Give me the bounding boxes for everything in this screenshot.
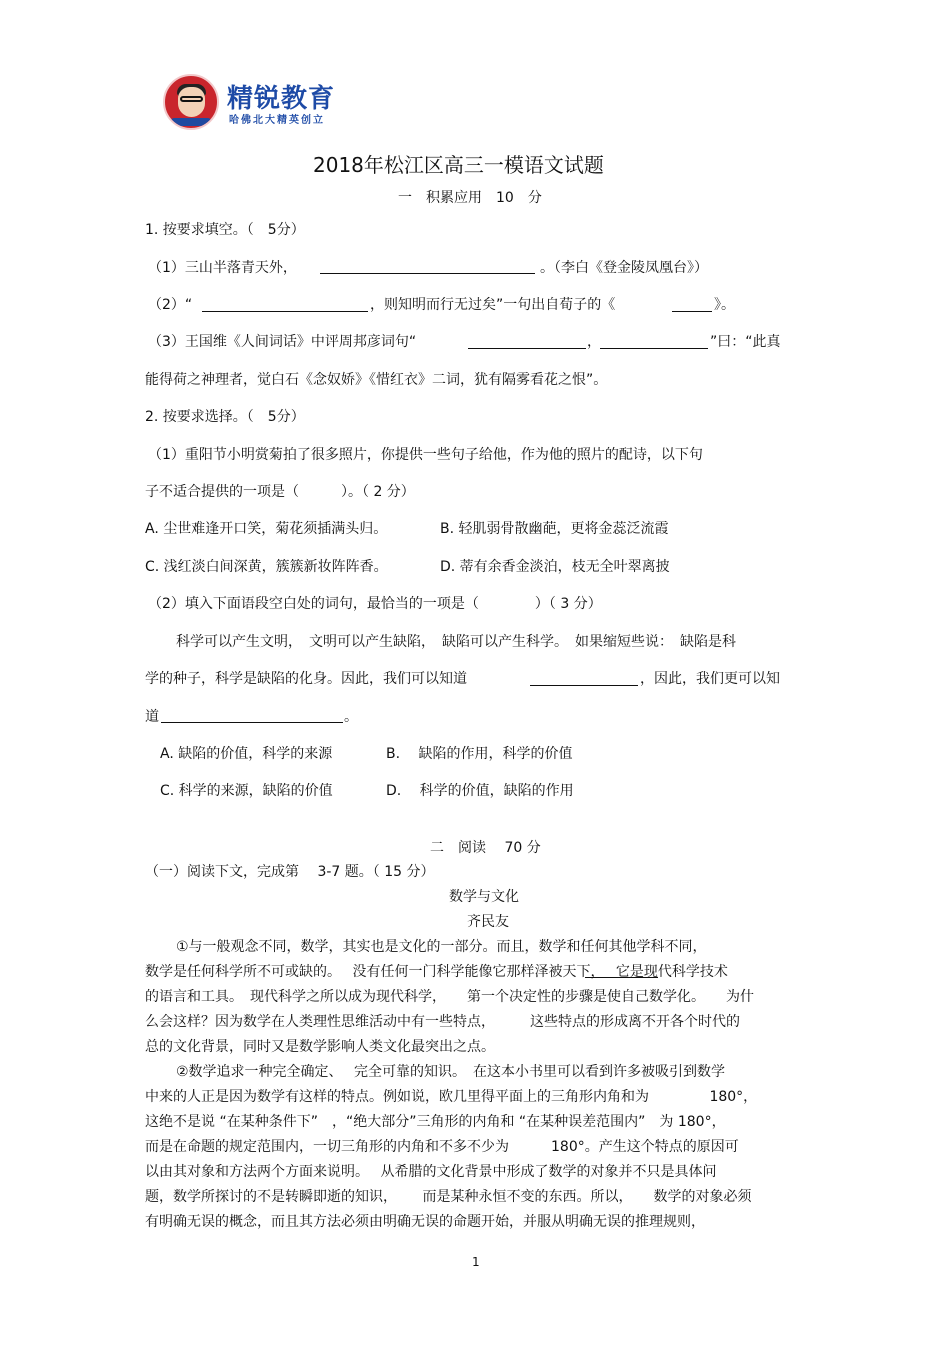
article-line: ②数学追求一种完全确定、 完全可靠的知识。 在这本小书里可以看到许多被吸引到数学 xyxy=(176,1064,725,1080)
q1-item3-comma: ， xyxy=(587,334,601,350)
q2-part1-option-b: B. 轻肌弱骨散幽葩，更将金蕊泛流霞 xyxy=(440,521,669,537)
q2-part2-passage-line2b: ，因此，我们更可以知 xyxy=(640,671,780,687)
q2-part2-blank-1 xyxy=(530,685,638,686)
q2-part2-passage-line2: 学的种子，科学是缺陷的化身。因此，我们可以知道 xyxy=(145,671,467,687)
article-line: 而是在命题的规定范围内，一切三角形的内角和不多不少为 180°。产生这个特点的原因可 xyxy=(145,1139,739,1155)
q2-part2-prompt: （2）填入下面语段空白处的词句，最恰当的一项是（ ）（ 3 分） xyxy=(148,596,602,612)
q2-part2-option-d: D. 科学的价值，缺陷的作用 xyxy=(386,783,574,799)
q1-item3-quote: ”曰：“此真 xyxy=(710,334,781,350)
article-title: 数学与文化 xyxy=(449,889,519,905)
reading-intro: （一）阅读下文，完成第 3-7 题。（ 15 分） xyxy=(145,864,435,880)
section-heading-1: 一 积累应用 10 分 xyxy=(398,190,542,206)
q1-item3-continued: 能得荷之神理者，觉白石《念奴娇》《惜红衣》二词，犹有隔雾看花之恨”。 xyxy=(145,372,608,388)
article-line: 中来的人正是因为数学有这样的特点。例如说，欧几里得平面上的三角形内角和为 180°， xyxy=(145,1089,758,1105)
question-2-heading: 2. 按要求选择。（ 5分） xyxy=(145,409,305,425)
q2-part1-option-a: A. 尘世难逢开口笑，菊花须插满头归。 xyxy=(145,521,388,537)
article-line: 的语言和工具。 现代科学之所以成为现代科学， 第一个决定性的步骤是使自己数学化。 为什 xyxy=(145,989,754,1005)
q1-item3-blank-1 xyxy=(468,348,586,349)
q1-item2-text: ，则知明而行无过矣”一句出自荀子的《 xyxy=(370,297,616,313)
section-heading-2: 二 阅读 70 分 xyxy=(430,840,541,856)
q2-part2-option-b: B. 缺陷的作用，科学的价值 xyxy=(386,746,573,762)
q2-part1-option-c: C. 浅红淡白间深黄，簇簇新妆阵阵香。 xyxy=(145,559,388,575)
q2-part2-passage-line3: 道 xyxy=(145,709,159,725)
article-author: 齐民友 xyxy=(467,914,509,930)
brand-logo xyxy=(163,74,348,130)
q2-part1-option-d: D. 蒂有余香金淡泊，枝无全叶翠离披 xyxy=(440,559,670,575)
q2-part1-prompt: （1）重阳节小明赏菊拍了很多照片，你提供一些句子给他，作为他的照片的配诗，以下句 xyxy=(148,447,703,463)
q2-part2-option-a: A. 缺陷的价值，科学的来源 xyxy=(160,746,333,762)
logo-avatar-icon xyxy=(163,74,219,130)
article-line: 数学是任何科学所不可或缺的。 没有任何一门科学能像它那样泽被天下， 它是现代科学技术 xyxy=(145,964,728,980)
q1-item3-prefix: （3）王国维《人间词话》中评周邦彦词句“ xyxy=(148,334,417,350)
article-line: 这绝不是说 “在某种条件下” ，“绝大部分”三角形的内角和 “在某种误差范围内” 为 180°， xyxy=(145,1114,726,1130)
article-underline xyxy=(585,977,658,978)
q2-part2-blank-2 xyxy=(161,722,343,723)
article-line: 么会这样？因为数学在人类理性思维活动中有一些特点， 这些特点的形成离不开各个时代的 xyxy=(145,1014,740,1030)
article-line: 以由其对象和方法两个方面来说明。 从希腊的文化背景中形成了数学的对象并不只是具体问 xyxy=(145,1164,717,1180)
q1-item2-suffix: 》。 xyxy=(714,297,735,313)
logo-tagline: 哈佛北大精英创立 xyxy=(229,115,325,126)
q2-part2-passage-line3b: 。 xyxy=(344,709,358,725)
q1-item3-blank-2 xyxy=(600,348,708,349)
page-number: 1 xyxy=(472,1255,480,1269)
article-line: 题，数学所探讨的不是转瞬即逝的知识， 而是某种永恒不变的东西。所以， 数学的对象必须 xyxy=(145,1189,752,1205)
article-line: 总的文化背景，同时又是数学影响人类文化最突出之点。 xyxy=(145,1039,495,1055)
q1-item1-source: 。（李白《登金陵凤凰台》） xyxy=(540,260,708,276)
question-1-heading: 1. 按要求填空。（ 5分） xyxy=(145,222,305,238)
article-line: 有明确无误的概念，而且其方法必须由明确无误的命题开始，并服从明确无误的推理规则， xyxy=(145,1214,705,1230)
q2-part1-prompt-cont: 子不适合提供的一项是（ ）。（ 2 分） xyxy=(145,484,415,500)
q1-item1-blank xyxy=(320,273,535,274)
logo-name: 精锐教育 xyxy=(227,84,336,114)
article-line: ①与一般观念不同，数学，其实也是文化的一部分。而且，数学和任何其他学科不同， xyxy=(176,939,707,955)
q2-part2-passage-line1: 科学可以产生文明， 文明可以产生缺陷， 缺陷可以产生科学。 如果缩短些说： 缺陷是科 xyxy=(176,634,736,650)
q1-item2-blank-1 xyxy=(202,311,368,312)
q1-item2-prefix: （2）“ xyxy=(148,297,193,313)
q1-item1-text: （1）三山半落青天外， xyxy=(148,260,297,276)
q2-part2-option-c: C. 科学的来源，缺陷的价值 xyxy=(160,783,333,799)
page-title: 2018年松江区高三一模语文试题 xyxy=(313,153,604,177)
q1-item2-blank-2 xyxy=(672,311,712,312)
